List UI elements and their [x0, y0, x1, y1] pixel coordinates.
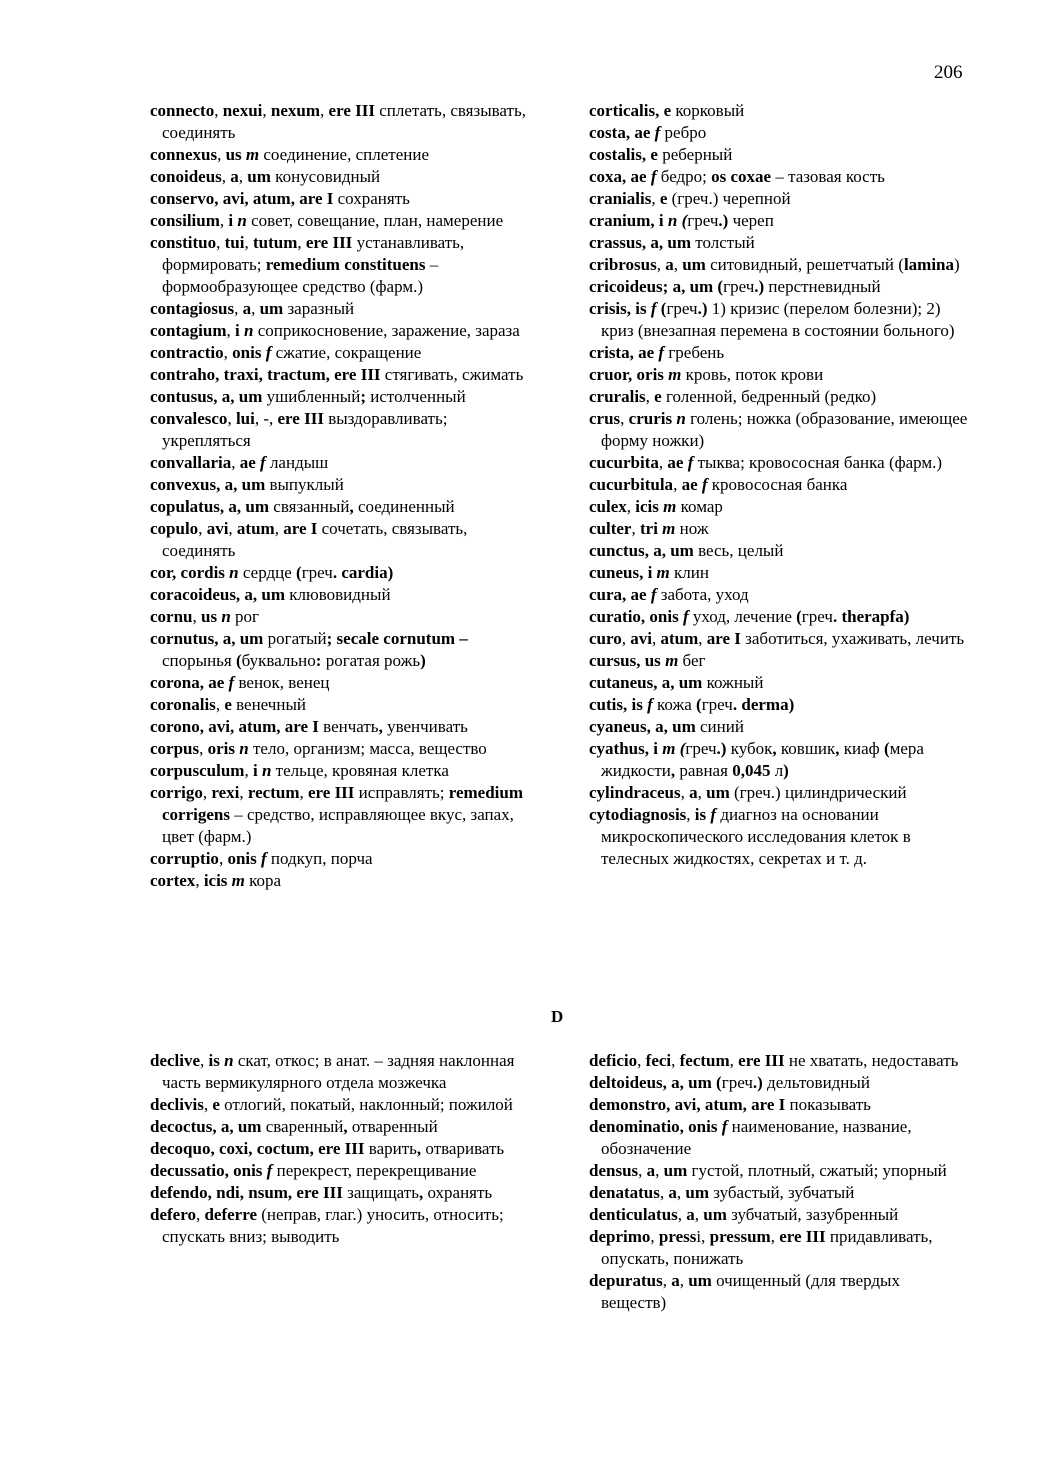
- dictionary-entry: cytodiagnosis, is f диагноз на основании микроскопического исследования клеток в телесных жидкостях, секретах и т. д.: [589, 805, 911, 868]
- dictionary-entry: declive, is n скат, откос; в анат. – задняя наклонная часть вермикулярного отдела мозжечка: [150, 1051, 515, 1092]
- dictionary-entry: corono, avi, atum, are I венчать, увенчивать: [150, 717, 468, 736]
- dictionary-entry: cyaneus, a, um синий: [589, 717, 744, 736]
- dictionary-entry: cortex, icis m кора: [150, 871, 282, 890]
- dictionary-entry: cornu, us n рог: [150, 607, 260, 626]
- dictionary-entry: cunctus, a, um весь, целый: [589, 541, 784, 560]
- dictionary-entry: crista, ae f гребень: [589, 343, 725, 362]
- dictionary-entry: defendo, ndi, nsum, ere III защищать, охранять: [150, 1183, 493, 1202]
- column-left-top: [150, 100, 540, 892]
- dictionary-entry: cursus, us m бег: [589, 651, 706, 670]
- dictionary-entry: decoquo, coxi, coctum, ere III варить, отваривать: [150, 1139, 505, 1158]
- dictionary-entry: contractio, onis f сжатие, сокращение: [150, 343, 422, 362]
- dictionary-entry: coronalis, e венечный: [150, 695, 306, 714]
- dictionary-entry: cucurbitula, ae f кровососная банка: [589, 475, 848, 494]
- dictionary-entry: corruptio, onis f подкуп, порча: [150, 849, 373, 868]
- dictionary-entry: culter, tri m нож: [589, 519, 709, 538]
- dictionary-entry: cyathus, i m (греч.) кубок, ковшик, киаф (мера жидкости, равная 0,045 л): [589, 739, 924, 780]
- dictionary-entry: convalesco, lui, -, ere III выздоравливать; укрепляться: [150, 409, 448, 450]
- dictionary-entry: denticulatus, a, um зубчатый, зазубренный: [589, 1205, 899, 1224]
- column-right-top: [589, 100, 969, 870]
- dictionary-entry: corrigo, rexi, rectum, ere III исправлять; remedium corrigens – средство, исправляющее вкус, запах, цвет (фарм.): [150, 783, 524, 846]
- dictionary-entry: denominatio, onis f наименование, название, обозначение: [589, 1117, 912, 1158]
- dictionary-entry: curatio, onis f уход, лечение (греч. therapfa): [589, 607, 910, 626]
- dictionary-entry: demonstro, avi, atum, are I показывать: [589, 1095, 871, 1114]
- dictionary-entry: cranium, i n (греч.) череп: [589, 211, 774, 230]
- dictionary-entry: decussatio, onis f перекрест, перекрещивание: [150, 1161, 477, 1180]
- dictionary-entry: conoideus, a, um конусовидный: [150, 167, 381, 186]
- dictionary-entry: deficio, feci, fectum, ere III не хватать, недоставать: [589, 1051, 959, 1070]
- dictionary-entry: denatatus, a, um зубастый, зубчатый: [589, 1183, 855, 1202]
- dictionary-entry: contagiosus, a, um заразный: [150, 299, 355, 318]
- column-right-bottom: [589, 1050, 969, 1314]
- dictionary-entry: cuneus, i m клин: [589, 563, 709, 582]
- dictionary-entry: cricoideus; a, um (греч.) перстневидный: [589, 277, 881, 296]
- dictionary-entry: crisis, is f (греч.) 1) кризис (перелом болезни); 2) криз (внезапная перемена в состоянии больного): [589, 299, 955, 340]
- dictionary-entry: cylindraceus, a, um (греч.) цилиндрический: [589, 783, 907, 802]
- dictionary-entry: deltoideus, a, um (греч.) дельтовидный: [589, 1073, 870, 1092]
- dictionary-entry: cucurbita, ae f тыква; кровососная банка (фарм.): [589, 453, 943, 472]
- dictionary-entry: defero, deferre (неправ, глаг.) уносить, относить; спускать вниз; выводить: [150, 1205, 504, 1246]
- dictionary-entry: cruralis, e голенной, бедренный (редко): [589, 387, 877, 406]
- dictionary-entry: densus, a, um густой, плотный, сжатый; упорный: [589, 1161, 947, 1180]
- dictionary-entry: cranialis, e (греч.) черепной: [589, 189, 791, 208]
- dictionary-entry: corpusculum, i n тельце, кровяная клетка: [150, 761, 449, 780]
- dictionary-entry: convallaria, ae f ландыш: [150, 453, 329, 472]
- dictionary-entry: cura, ae f забота, уход: [589, 585, 749, 604]
- dictionary-entry: crassus, a, um толстый: [589, 233, 755, 252]
- dictionary-entry: crus, cruris n голень; ножка (образование, имеющее форму ножки): [589, 409, 968, 450]
- dictionary-entry: convexus, a, um выпуклый: [150, 475, 344, 494]
- dictionary-entry: connecto, nexui, nexum, ere III сплетать, связывать, соединять: [150, 101, 526, 142]
- dictionary-entry: copulatus, a, um связанный, соединенный: [150, 497, 455, 516]
- dictionary-entry: connexus, us m соединение, сплетение: [150, 145, 429, 164]
- dictionary-entry: corticalis, e корковый: [589, 101, 745, 120]
- dictionary-entry: declivis, e отлогий, покатый, наклонный; пожилой: [150, 1095, 513, 1114]
- dictionary-entry: cruor, oris m кровь, поток крови: [589, 365, 824, 384]
- dictionary-entry: consilium, i n совет, совещание, план, намерение: [150, 211, 504, 230]
- dictionary-entry: constituo, tui, tutum, ere III устанавливать, формировать; remedium constituens – формообразующее средство (фарм.): [150, 233, 465, 296]
- dictionary-entry: costa, ae f ребро: [589, 123, 707, 142]
- dictionary-entry: coracoideus, a, um клювовидный: [150, 585, 391, 604]
- dictionary-entry: coxa, ae f бедро; os coxae – тазовая кость: [589, 167, 885, 186]
- dictionary-entry: copulo, avi, atum, are I сочетать, связывать, соединять: [150, 519, 468, 560]
- dictionary-entry: cor, cordis n сердце (греч. cardia): [150, 563, 394, 582]
- dictionary-entry: culex, icis m комар: [589, 497, 723, 516]
- dictionary-entry: deprimo, pressi, pressum, ere III придавливать, опускать, понижать: [589, 1227, 933, 1268]
- dictionary-entry: contraho, traxi, tractum, ere III стягивать, сжимать: [150, 365, 524, 384]
- dictionary-entry: conservo, avi, atum, are I сохранять: [150, 189, 410, 208]
- page-number: 206: [934, 62, 963, 83]
- dictionary-entry: cribrosus, a, um ситовидный, решетчатый (lamina): [589, 255, 960, 274]
- dictionary-entry: cornutus, a, um рогатый; secale cornutum – спорынья (буквально: рогатая рожь): [150, 629, 468, 670]
- dictionary-entry: corpus, oris n тело, организм; масса, вещество: [150, 739, 487, 758]
- dictionary-entry: depuratus, a, um очищенный (для твердых веществ): [589, 1271, 900, 1312]
- dictionary-entry: cutaneus, a, um кожный: [589, 673, 764, 692]
- dictionary-entry: contusus, a, um ушибленный; истолченный: [150, 387, 466, 406]
- dictionary-entry: corona, ae f венок, венец: [150, 673, 330, 692]
- dictionary-entry: curo, avi, atum, are I заботиться, ухаживать, лечить: [589, 629, 965, 648]
- section-letter: D: [551, 1007, 564, 1026]
- dictionary-entry: cutis, is f кожа (греч. derma): [589, 695, 795, 714]
- dictionary-entry: costalis, e реберный: [589, 145, 733, 164]
- column-left-bottom: [150, 1050, 540, 1248]
- dictionary-entry: decoctus, a, um сваренный, отваренный: [150, 1117, 438, 1136]
- dictionary-entry: contagium, i n соприкосновение, заражение, зараза: [150, 321, 520, 340]
